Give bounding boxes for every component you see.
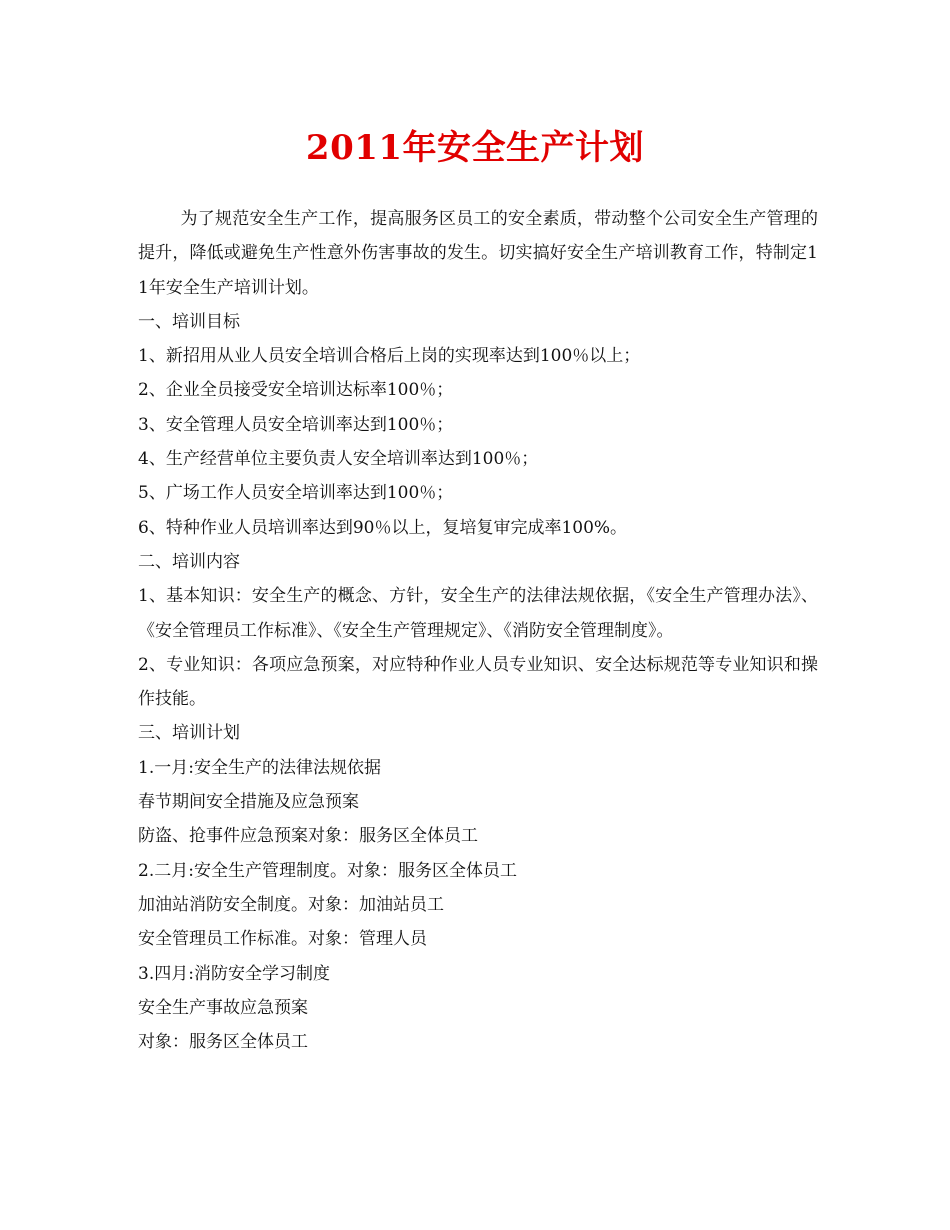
- goal-item-5: 5、广场工作人员安全培训率达到100％；: [138, 483, 454, 504]
- content-item-2: 2、专业知识：各项应急预案，对应特种作业人员专业知识、安全达标规范等专业知识和操作技能。: [138, 654, 818, 710]
- section-heading-goals: 一、培训目标: [138, 311, 240, 332]
- plan-line-5: 加油站消防安全制度。对象：加油站员工: [138, 894, 444, 915]
- intro-paragraph: 为了规范安全生产工作，提高服务区员工的安全素质，带动整个公司安全生产管理的提升，降低或避免生产性意外伤害事故的发生。切实搞好安全生产培训教育工作，特制定11年安全生产培训计划。: [138, 209, 818, 298]
- plan-line-1: 1.一月:安全生产的法律法规依据: [138, 757, 381, 778]
- goal-item-1: 1、新招用从业人员安全培训合格后上岗的实现率达到100％以上；: [138, 346, 641, 367]
- goal-item-2: 2、企业全员接受安全培训达标率100％；: [138, 380, 454, 401]
- content-item-1: 1、基本知识：安全生产的概念、方针，安全生产的法律法规依据，《安全生产管理办法》、《安全管理员工作标准》、《安全生产管理规定》、《消防安全管理制度》。: [138, 586, 818, 641]
- plan-line-7: 3.四月:消防安全学习制度: [138, 963, 330, 984]
- plan-line-2: 春节期间安全措施及应急预案: [138, 792, 359, 813]
- goal-item-6: 6、特种作业人员培训率达到90％以上，复培复审完成率100%。: [138, 517, 628, 538]
- section-heading-content: 二、培训内容: [138, 551, 240, 572]
- plan-line-8: 安全生产事故应急预案: [138, 997, 308, 1018]
- goal-item-3: 3、安全管理人员安全培训率达到100％；: [138, 414, 454, 435]
- plan-line-9: 对象：服务区全体员工: [138, 1032, 308, 1053]
- document-body: [138, 202, 818, 1059]
- plan-line-6: 安全管理员工作标准。对象：管理人员: [138, 929, 427, 950]
- plan-line-3: 防盗、抢事件应急预案对象：服务区全体员工: [138, 826, 478, 847]
- goal-item-4: 4、生产经营单位主要负责人安全培训率达到100％；: [138, 449, 539, 470]
- section-heading-plan: 三、培训计划: [138, 723, 240, 744]
- document-title: 2011年安全生产计划: [305, 128, 645, 168]
- plan-line-4: 2.二月:安全生产管理制度。对象：服务区全体员工: [138, 860, 517, 881]
